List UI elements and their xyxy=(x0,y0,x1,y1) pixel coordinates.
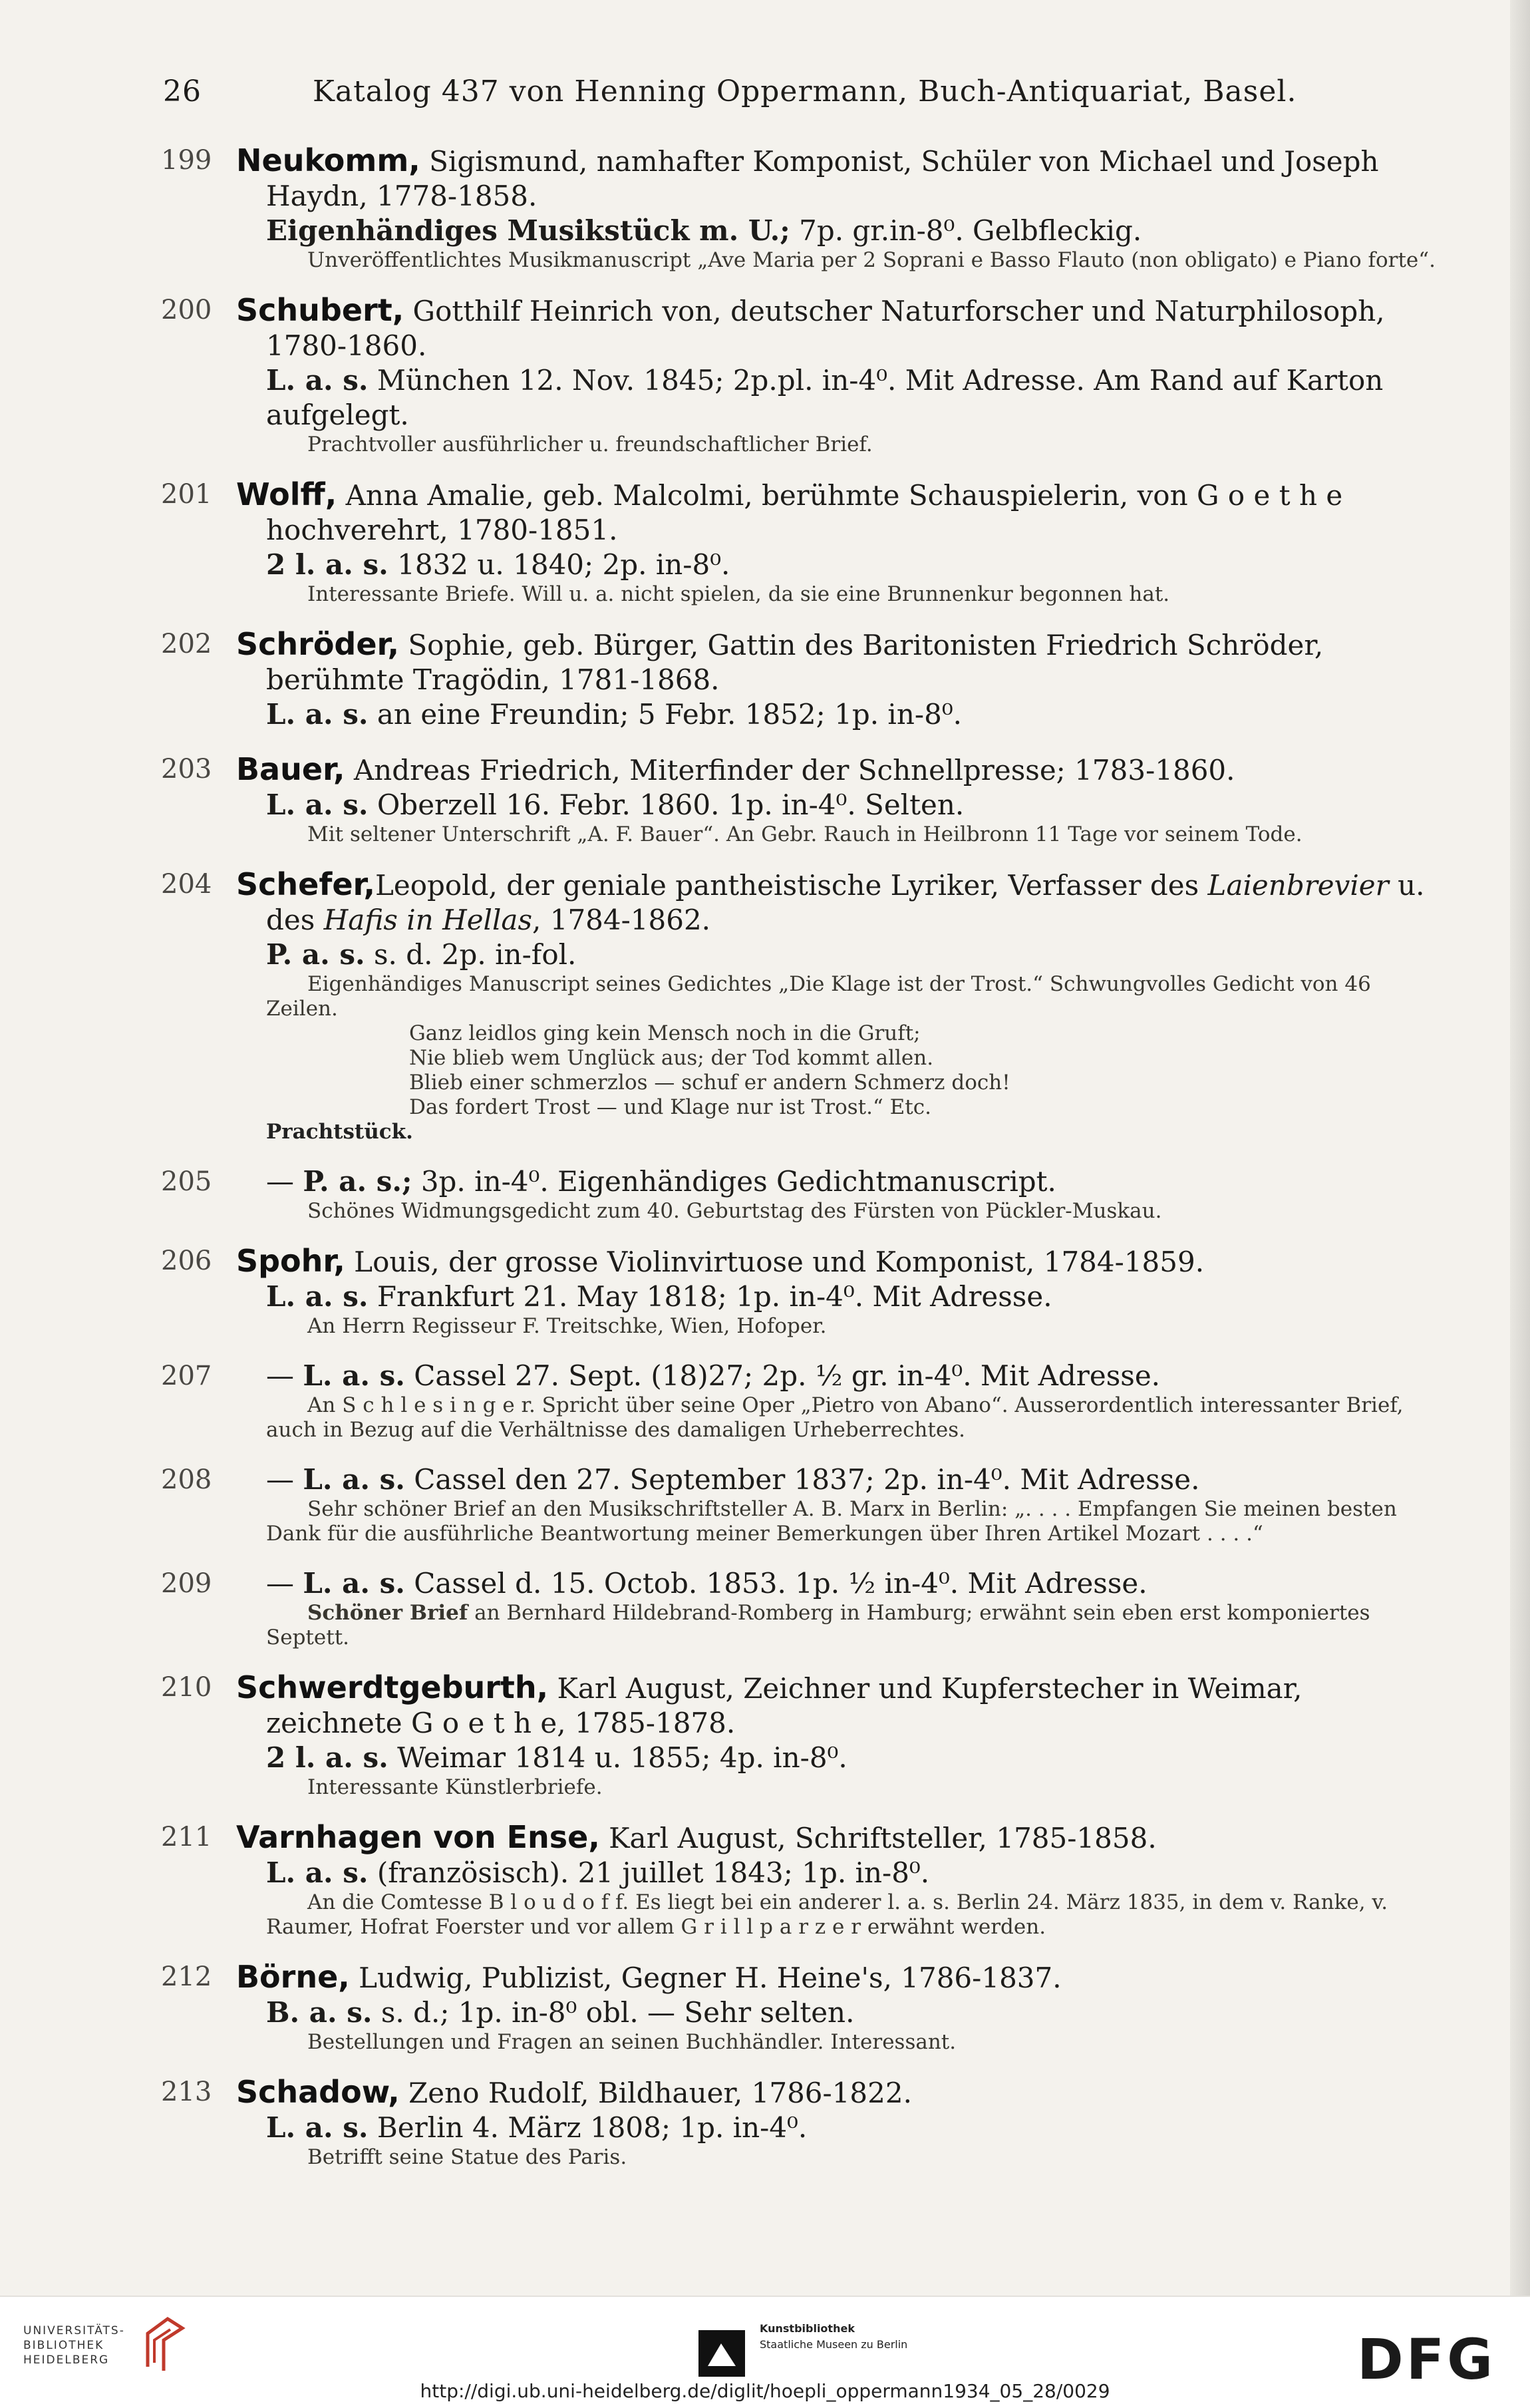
entry-note: Schönes Widmungsgedicht zum 40. Geburtstag des Fürsten von Pückler-Muskau. xyxy=(307,1199,1162,1223)
entry-name: Bauer, xyxy=(236,751,345,787)
entry-heading xyxy=(236,1244,1437,1280)
kb-title: Kunstbibliothek xyxy=(760,2322,855,2335)
entry-detail-text: s. d.; 1p. in-8⁰ obl. — Sehr selten. xyxy=(381,1996,855,2029)
entry-detail-type: L. a. s. xyxy=(266,698,369,731)
entry-detail-text: 3p. in-4⁰. Eigenhändiges Gedichtmanuscript. xyxy=(420,1165,1056,1198)
entry-detail xyxy=(266,1566,1437,1601)
work-title: Laienbrevier xyxy=(1207,869,1389,902)
entry-number: 211 xyxy=(161,1822,212,1852)
page-number: 26 xyxy=(163,75,202,108)
entry-detail xyxy=(266,1280,1437,1314)
entry-number: 203 xyxy=(161,754,212,784)
uni-logo-line: HEIDELBERG xyxy=(23,2353,110,2367)
entry-number: 207 xyxy=(161,1361,212,1391)
catalog-entry xyxy=(0,293,1530,457)
entry-detail-text: Cassel den 27. September 1837; 2p. in-4⁰. Mit Adresse. xyxy=(414,1463,1200,1496)
entry-detail-type: B. a. s. xyxy=(266,1996,373,2029)
kb-subtitle: Staatliche Museen zu Berlin xyxy=(760,2338,908,2351)
entry-description: Louis, der grosse Violinvirtuose und Komponist, 1784-1859. xyxy=(354,1246,1205,1278)
poem-line: Nie blieb wem Unglück aus; der Tod kommt allen. xyxy=(409,1046,934,1070)
entry-heading xyxy=(236,627,1437,697)
highlight-note: Prachtstück. xyxy=(266,1120,413,1144)
entry-description: Karl August, Zeichner und Kupferstecher in Weimar, zeichnete G o e t h e, 1785-1878. xyxy=(266,1672,1302,1739)
catalog-entry xyxy=(0,627,1530,732)
entry-note: Interessante Künstlerbriefe. xyxy=(307,1775,603,1799)
catalog-entry xyxy=(0,477,1530,607)
poem-line: Das fordert Trost — und Klage nur ist Trost.“ Etc. xyxy=(409,1095,931,1119)
entry-detail-type: L. a. s. xyxy=(266,1280,369,1313)
entry-heading xyxy=(236,1820,1437,1856)
catalog-entry xyxy=(0,1164,1530,1224)
entry-number: 208 xyxy=(161,1464,212,1495)
entry-name: Spohr, xyxy=(236,1243,345,1279)
entry-detail xyxy=(266,697,1437,732)
entry-detail-text: 1832 u. 1840; 2p. in-8⁰. xyxy=(397,548,730,581)
entry-name: Schubert, xyxy=(236,292,404,328)
entry-detail-type: 2 l. a. s. xyxy=(266,1741,388,1774)
running-title: Katalog 437 von Henning Oppermann, Buch-Antiquariat, Basel. xyxy=(313,75,1297,108)
ditto-dash: — xyxy=(266,1359,294,1392)
catalog-entry xyxy=(0,752,1530,847)
catalog-entry xyxy=(0,867,1530,1144)
entry-heading xyxy=(236,2075,1437,2111)
entry-detail-type: L. a. s. xyxy=(266,1856,369,1889)
entry-detail-text: an eine Freundin; 5 Febr. 1852; 1p. in-8⁰. xyxy=(377,698,963,731)
entry-note: Bestellungen und Fragen an seinen Buchhändler. Interessant. xyxy=(307,2030,957,2054)
entry-heading xyxy=(236,143,1437,214)
entry-note: Eigenhändiges Manuscript seines Gedichtes „Die Klage ist der Trost.“ Schwungvolles Gedicht von 46 Zeilen. xyxy=(266,972,1371,1021)
entry-number: 202 xyxy=(161,629,212,659)
ditto-dash: — xyxy=(266,1567,294,1600)
entry-detail-text: Cassel d. 15. Octob. 1853. 1p. ½ in-4⁰. Mit Adresse. xyxy=(414,1567,1148,1600)
entry-detail-type: L. a. s. xyxy=(266,2111,369,2144)
entry-detail-type: L. a. s. xyxy=(266,364,369,397)
poem-excerpt xyxy=(266,1021,1437,1120)
entry-heading xyxy=(236,752,1437,788)
entry-detail xyxy=(266,1995,1437,2030)
entry-detail xyxy=(266,363,1437,432)
entry-name: Schefer, xyxy=(236,866,375,902)
entry-detail-type: 2 l. a. s. xyxy=(266,548,388,581)
catalog-entry xyxy=(0,143,1530,273)
source-url[interactable]: http://digi.ub.uni-heidelberg.de/diglit/hoepli_oppermann1934_05_28/0029 xyxy=(420,2380,1110,2402)
catalog-entries xyxy=(0,143,1530,2190)
entry-detail xyxy=(266,788,1437,822)
entry-number: 213 xyxy=(161,2077,212,2107)
entry-detail-text: Oberzell 16. Febr. 1860. 1p. in-4⁰. Selten. xyxy=(377,788,965,821)
entry-number: 200 xyxy=(161,295,212,325)
entry-description: Sophie, geb. Bürger, Gattin des Baritonisten Friedrich Schröder, berühmte Tragödin, 1781-1868. xyxy=(266,629,1324,696)
digitization-footer xyxy=(0,2296,1530,2408)
entry-detail-text: 7p. gr.in-8⁰. Gelbfleckig. xyxy=(799,214,1142,247)
entry-detail-text: Frankfurt 21. May 1818; 1p. in-4⁰. Mit Adresse. xyxy=(377,1280,1052,1313)
entry-number: 206 xyxy=(161,1246,212,1276)
entry-heading xyxy=(236,1960,1437,1995)
entry-note xyxy=(266,1601,1437,1650)
entry-detail-type: L. a. s. xyxy=(303,1359,405,1392)
entry-heading xyxy=(236,1670,1437,1741)
entry-detail-type: L. a. s. xyxy=(266,788,369,821)
entry-detail-type: L. a. s. xyxy=(303,1463,405,1496)
entry-heading xyxy=(236,477,1437,548)
entry-note: Interessante Briefe. Will u. a. nicht spielen, da sie eine Brunnenkur begonnen hat. xyxy=(307,582,1170,606)
ditto-dash: — xyxy=(266,1165,294,1198)
entry-detail-type: L. a. s. xyxy=(303,1567,405,1600)
entry-description: Andreas Friedrich, Miterfinder der Schnellpresse; 1783-1860. xyxy=(353,754,1235,786)
entry-detail-text: Cassel 27. Sept. (18)27; 2p. ½ gr. in-4⁰. Mit Adresse. xyxy=(414,1359,1161,1392)
entry-detail xyxy=(266,2111,1437,2145)
poem-line: Ganz leidlos ging kein Mensch noch in die Gruft; xyxy=(409,1021,921,1045)
entry-detail xyxy=(266,214,1437,248)
entry-description: Sigismund, namhafter Komponist, Schüler von Michael und Joseph Haydn, 1778-1858. xyxy=(266,145,1379,212)
entry-number: 204 xyxy=(161,869,212,900)
entry-note-emphasis: Schöner Brief xyxy=(307,1601,468,1625)
entry-name: Schröder, xyxy=(236,626,399,662)
catalog-entry xyxy=(0,1244,1530,1339)
university-logo-icon xyxy=(141,2314,188,2373)
catalog-entry xyxy=(0,1566,1530,1650)
entry-description: Zeno Rudolf, Bildhauer, 1786-1822. xyxy=(408,2077,912,2109)
entry-detail-text: Berlin 4. März 1808; 1p. in-4⁰. xyxy=(377,2111,808,2144)
entry-description: Gotthilf Heinrich von, deutscher Naturforscher und Naturphilosoph, 1780-1860. xyxy=(266,295,1385,362)
kunstbibliothek-logo-text xyxy=(760,2321,907,2353)
entry-name: Neukomm, xyxy=(236,142,420,178)
entry-note: An die Comtesse B l o u d o f f. Es liegt bei ein anderer l. a. s. Berlin 24. März 1835, in dem v. Ranke, v. Raumer, Hofrat Foerster und vor allem G r i l l p a r z e r erwähnt werden. xyxy=(266,1890,1388,1939)
entry-note: Sehr schöner Brief an den Musikschriftsteller A. B. Marx in Berlin: „. . . . Empfangen Sie meinen besten Dank für die ausführliche Beantwortung meiner Bemerkungen über Ihren Artikel Mozart . . . .“ xyxy=(266,1497,1397,1546)
uni-logo-line: UNIVERSITÄTS- xyxy=(23,2324,125,2337)
entry-description: Leopold, der geniale pantheistische Lyriker, Verfasser des xyxy=(375,869,1208,902)
entry-name: Varnhagen von Ense, xyxy=(236,1819,600,1855)
entry-detail xyxy=(266,1164,1437,1199)
entry-description: Ludwig, Publizist, Gegner H. Heine's, 1786-1837. xyxy=(359,1962,1062,1994)
entry-heading xyxy=(236,293,1437,363)
entry-detail-text: (französisch). 21 juillet 1843; 1p. in-8⁰. xyxy=(377,1856,930,1889)
catalog-entry xyxy=(0,2075,1530,2170)
entry-note: An S c h l e s i n g e r. Spricht über seine Oper „Pietro von Abano“. Ausserordentlich interessanter Brief, auch in Bezug auf die Verhältnisse des damaligen Urheberrechtes. xyxy=(266,1393,1404,1442)
entry-number: 209 xyxy=(161,1568,212,1599)
entry-note: Mit seltener Unterschrift „A. F. Bauer“. An Gebr. Rauch in Heilbronn 11 Tage vor seinem Tode. xyxy=(307,822,1302,846)
entry-name: Wolff, xyxy=(236,476,337,512)
entry-name: Börne, xyxy=(236,1959,350,1995)
entry-description-dates: , 1784-1862. xyxy=(532,904,711,936)
entry-detail-text: München 12. Nov. 1845; 2p.pl. in-4⁰. Mit Adresse. Am Rand auf Karton aufgelegt. xyxy=(266,364,1384,431)
entry-number: 205 xyxy=(161,1166,212,1197)
catalog-entry xyxy=(0,1670,1530,1800)
entry-description: Anna Amalie, geb. Malcolmi, berühmte Schauspielerin, von G o e t h e hochverehrt, 1780-1851. xyxy=(266,479,1343,546)
entry-note: An Herrn Regisseur F. Treitschke, Wien, Hofoper. xyxy=(307,1314,827,1338)
entry-note: Unveröffentlichtes Musikmanuscript „Ave Maria per 2 Soprani e Basso Flauto (non obligato) e Piano forte“. xyxy=(307,248,1436,272)
entry-note-text: an Bernhard Hildebrand-Romberg in Hamburg; erwähnt sein eben erst komponiertes Septett. xyxy=(266,1601,1370,1649)
entry-heading xyxy=(236,867,1437,938)
entry-detail-type: P. a. s. xyxy=(266,938,365,971)
entry-detail-text: s. d. 2p. in-fol. xyxy=(373,938,577,971)
poem-line: Blieb einer schmerzlos — schuf er andern Schmerz doch! xyxy=(409,1071,1010,1095)
entry-note: Betrifft seine Statue des Paris. xyxy=(307,2145,627,2169)
entry-detail xyxy=(266,938,1437,972)
entry-detail-type: P. a. s.; xyxy=(303,1165,412,1198)
entry-description-cont: u. des xyxy=(266,869,1425,936)
university-library-logo xyxy=(23,2323,125,2367)
catalog-entry xyxy=(0,1462,1530,1546)
entry-detail-text: Weimar 1814 u. 1855; 4p. in-8⁰. xyxy=(397,1741,847,1774)
entry-name: Schwerdtgeburth, xyxy=(236,1669,549,1705)
entry-detail xyxy=(266,548,1437,582)
entry-detail xyxy=(266,1359,1437,1393)
entry-number: 199 xyxy=(161,145,212,176)
entry-detail xyxy=(266,1462,1437,1497)
entry-detail xyxy=(266,1741,1437,1775)
entry-number: 201 xyxy=(161,479,212,510)
entry-description: Karl August, Schriftsteller, 1785-1858. xyxy=(609,1822,1157,1854)
entry-detail-type: Eigenhändiges Musikstück m. U.; xyxy=(266,214,790,247)
catalog-entry xyxy=(0,1820,1530,1940)
uni-logo-line: BIBLIOTHEK xyxy=(23,2339,104,2352)
entry-number: 212 xyxy=(161,1962,212,1992)
entry-name: Schadow, xyxy=(236,2074,400,2110)
dfg-logo: DFG xyxy=(1357,2327,1496,2392)
ditto-dash: — xyxy=(266,1463,294,1496)
entry-detail xyxy=(266,1856,1437,1890)
catalog-entry xyxy=(0,1960,1530,2055)
entry-number: 210 xyxy=(161,1672,212,1703)
catalog-entry xyxy=(0,1359,1530,1443)
work-title: Hafis in Hellas xyxy=(323,904,533,936)
entry-note: Prachtvoller ausführlicher u. freundschaftlicher Brief. xyxy=(307,432,873,456)
kunstbibliothek-logo-icon xyxy=(698,2330,745,2377)
